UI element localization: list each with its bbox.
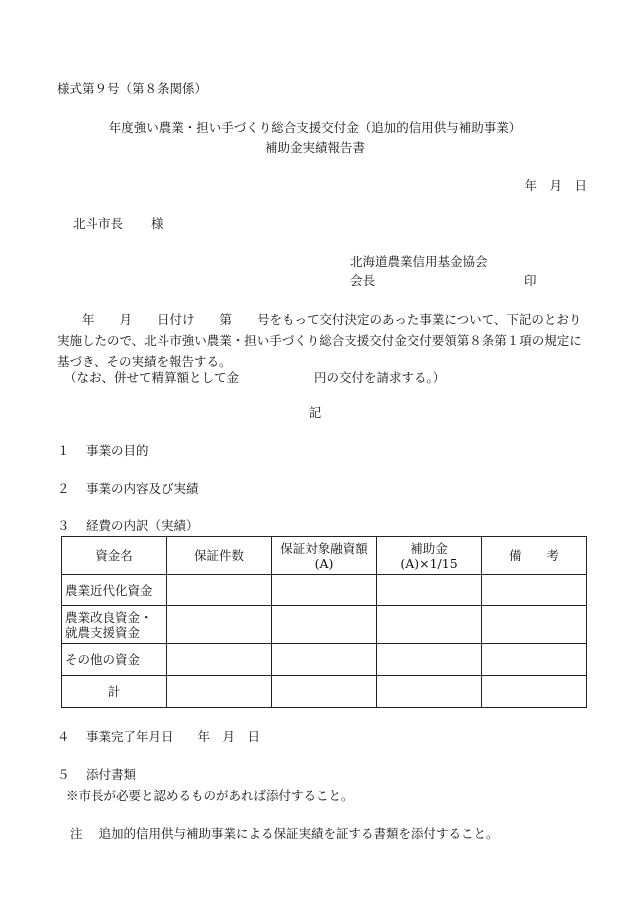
row-label-line2: 就農支援資金 bbox=[65, 624, 141, 640]
cell-remarks[interactable] bbox=[482, 676, 587, 708]
item-cost-breakdown bbox=[57, 518, 199, 533]
row-label bbox=[62, 606, 167, 644]
attachments-note: ※市長が必要と認めるものがあれば添付すること。 bbox=[66, 788, 354, 803]
cell-count[interactable] bbox=[167, 575, 272, 606]
header-subsidy-label: 補助金 bbox=[410, 540, 448, 556]
addressee bbox=[73, 216, 164, 231]
addressee-honorific: 様 bbox=[151, 216, 164, 231]
report-date: 年 月 日 bbox=[524, 178, 587, 193]
item-number: ２ bbox=[57, 481, 70, 496]
settlement-note: （なお、併せて精算額として金 円の交付を請求する。） bbox=[64, 370, 446, 385]
form-number: 様式第９号（第８条関係） bbox=[57, 81, 208, 96]
cell-subsidy[interactable] bbox=[377, 644, 482, 676]
table-header-row bbox=[62, 537, 587, 575]
item-label: 事業完了年月日 bbox=[86, 729, 174, 744]
header-subsidy bbox=[377, 537, 482, 575]
item-number: ４ bbox=[57, 729, 70, 744]
item-content bbox=[57, 481, 199, 496]
cell-remarks[interactable] bbox=[482, 575, 587, 606]
ki-heading: 記 bbox=[308, 405, 322, 420]
header-subsidy-sub: (A)×1/15 bbox=[400, 555, 458, 571]
cell-amount[interactable] bbox=[272, 606, 377, 644]
item-label: 添付書類 bbox=[86, 767, 137, 782]
cell-remarks[interactable] bbox=[482, 606, 587, 644]
cell-amount[interactable] bbox=[272, 676, 377, 708]
table-row bbox=[62, 575, 587, 606]
item-number: ３ bbox=[57, 518, 70, 533]
header-remarks: 備 考 bbox=[482, 537, 587, 575]
cell-count[interactable] bbox=[167, 644, 272, 676]
table-row bbox=[62, 644, 587, 676]
item-purpose bbox=[57, 443, 149, 458]
document-title-line1: 年度強い農業・担い手づくり総合支援交付金（追加的信用供与補助事業） bbox=[108, 120, 522, 135]
applicant-title: 会長 bbox=[350, 273, 376, 288]
cell-subsidy[interactable] bbox=[377, 606, 482, 644]
applicant-organization: 北海道農業信用基金協会 bbox=[350, 254, 488, 269]
row-label-line1: 農業改良資金・ bbox=[65, 609, 153, 625]
item-label: 経費の内訳（実績） bbox=[86, 518, 199, 533]
item-completion-date bbox=[57, 729, 260, 744]
item-attachments bbox=[57, 767, 136, 782]
item-label: 事業の内容及び実績 bbox=[86, 481, 199, 496]
header-amount bbox=[272, 537, 377, 575]
row-label-total: 計 bbox=[62, 676, 167, 708]
cell-amount[interactable] bbox=[272, 575, 377, 606]
row-label: その他の資金 bbox=[62, 644, 167, 676]
header-fund: 資金名 bbox=[62, 537, 167, 575]
table-row bbox=[62, 606, 587, 644]
header-amount-label: 保証対象融資額 bbox=[280, 540, 368, 556]
cell-subsidy[interactable] bbox=[377, 575, 482, 606]
addressee-name: 北斗市長 bbox=[73, 216, 124, 231]
footnote bbox=[70, 826, 499, 841]
cell-amount[interactable] bbox=[272, 644, 377, 676]
document-title-line2: 補助金実績報告書 bbox=[264, 140, 365, 155]
cell-count[interactable] bbox=[167, 676, 272, 708]
report-body-text: 年 月 日付け 第 号をもって交付決定のあった事業について、下記のとおり実施したので、北斗市強い農業・担い手づくり総合支援交付金交付要領第８条第１項の規定に基づき、その実績を報告する。 bbox=[57, 312, 582, 369]
cell-remarks[interactable] bbox=[482, 644, 587, 676]
footnote-text: 追加的信用供与補助事業による保証実績を証する書類を添付すること。 bbox=[98, 826, 499, 841]
cell-subsidy[interactable] bbox=[377, 676, 482, 708]
seal-mark: 印 bbox=[524, 273, 537, 288]
table-total-row bbox=[62, 676, 587, 708]
item-number: ５ bbox=[57, 767, 70, 782]
item-number: １ bbox=[57, 443, 70, 458]
cost-breakdown-table bbox=[61, 536, 587, 708]
header-amount-sub: (A) bbox=[314, 555, 334, 571]
row-label: 農業近代化資金 bbox=[62, 575, 167, 606]
header-count: 保証件数 bbox=[167, 537, 272, 575]
cell-count[interactable] bbox=[167, 606, 272, 644]
completion-date-value: 年 月 日 bbox=[197, 729, 261, 744]
item-label: 事業の目的 bbox=[86, 443, 149, 458]
footnote-label: 注 bbox=[70, 826, 83, 841]
